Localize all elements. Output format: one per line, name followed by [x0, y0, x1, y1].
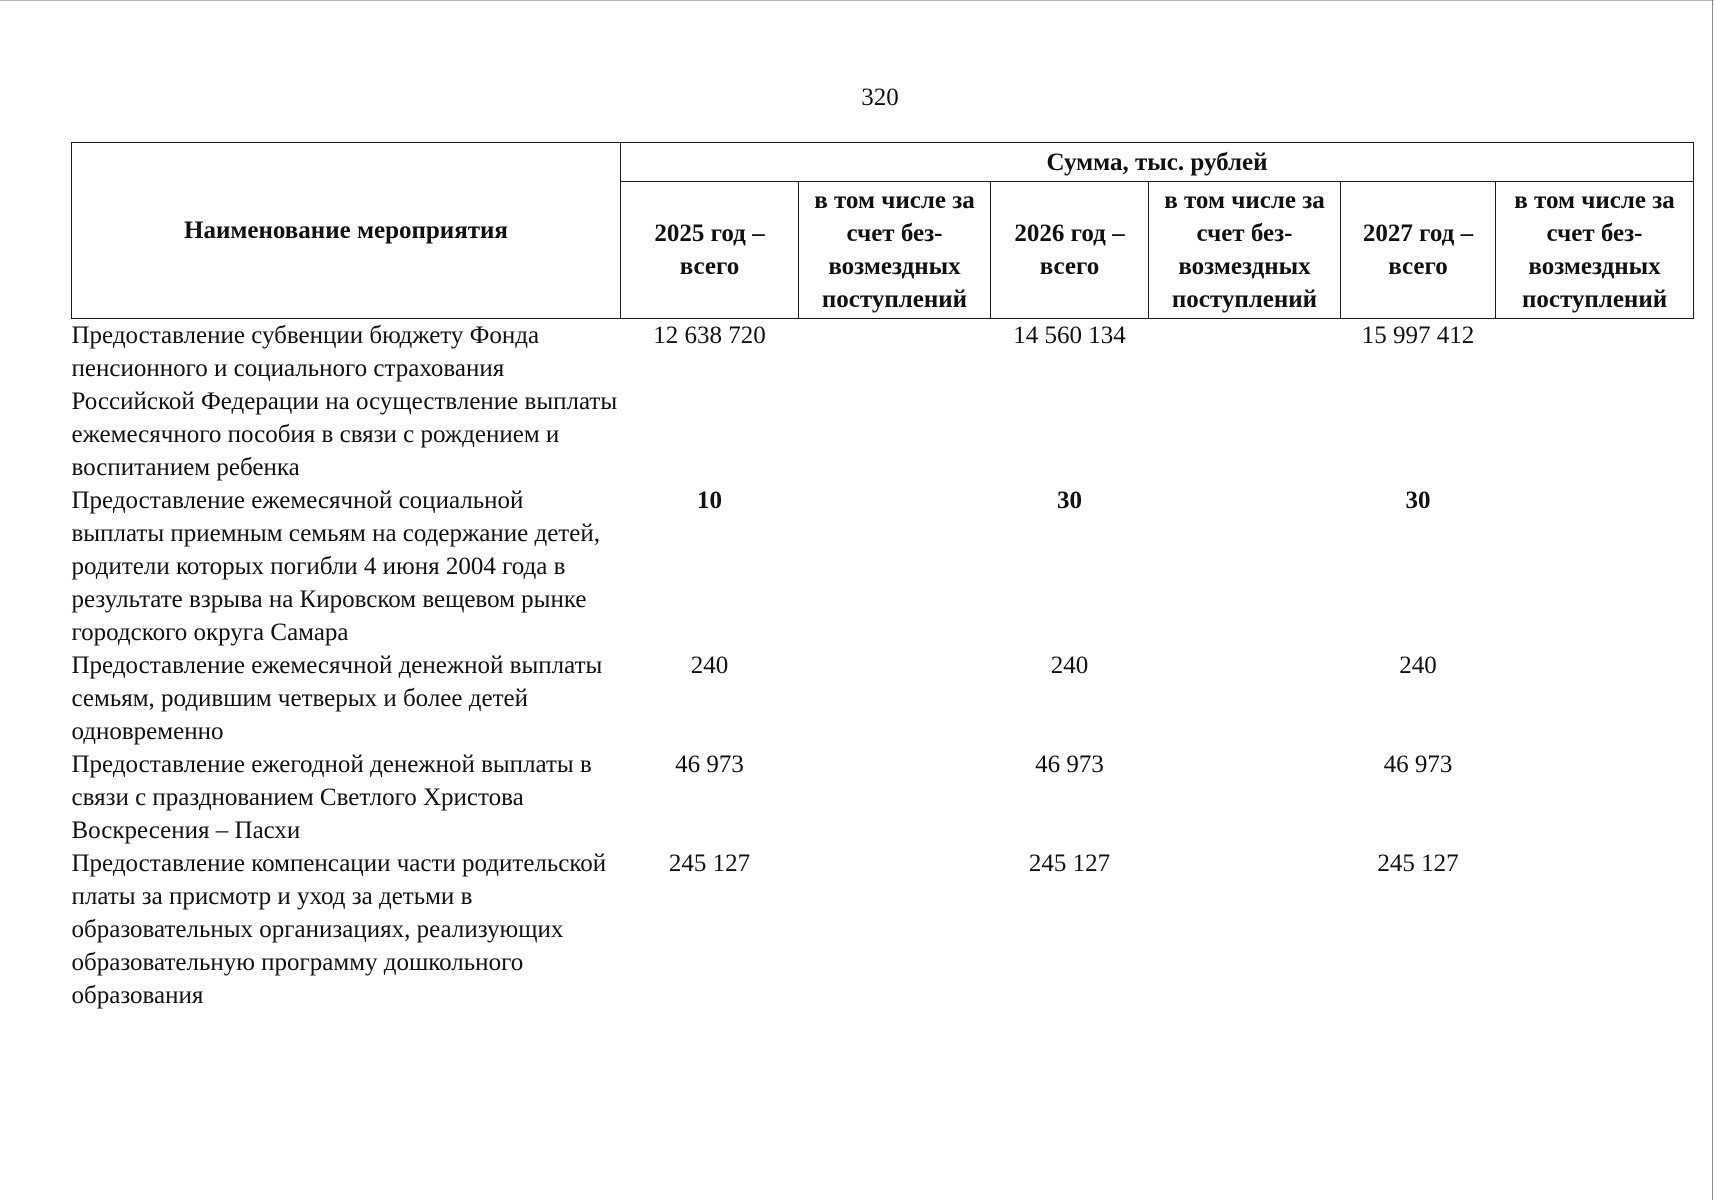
- value-2027-free: [1496, 649, 1694, 748]
- value-2026-free: [1149, 649, 1341, 748]
- table-row: [72, 319, 1694, 485]
- column-header-2025-total: 2025 год – всего: [621, 182, 799, 319]
- value-2027-total: 30: [1405, 487, 1431, 514]
- value-2026-total: 46 973: [1035, 751, 1104, 778]
- row-name: Предоставление субвенции бюджету Фонда пенсионного и социального страхования Российской Федерации на осуществление выплаты ежемесячного пособия в связи с рождением и воспитанием ребенка: [71, 322, 618, 481]
- row-name: Предоставление ежегодной денежной выплаты в связи с празднованием Светлого Христова Воскресения – Пасхи: [71, 751, 592, 844]
- table-row: [72, 484, 1694, 649]
- column-header-2026-total: 2026 год – всего: [991, 182, 1149, 319]
- value-2025-free: [799, 847, 991, 1012]
- row-name: Предоставление ежемесячной денежной выплаты семьям, родившим четверых и более детей одновременно: [71, 652, 603, 745]
- value-2025-total: 10: [697, 487, 722, 514]
- value-2027-free: [1496, 319, 1694, 485]
- value-2026-free: [1149, 319, 1341, 485]
- value-2025-total: 46 973: [675, 751, 744, 778]
- column-header-2025-free: в том числе за счет без-возмездных поступлений: [799, 182, 991, 319]
- value-2027-total: 15 997 412: [1361, 322, 1475, 349]
- value-2025-total: 240: [690, 652, 729, 679]
- value-2025-free: [799, 748, 991, 847]
- table-row: [72, 847, 1694, 1012]
- table-body: [72, 319, 1694, 1013]
- column-header-2026-free: в том числе за счет без-возмездных поступлений: [1149, 182, 1341, 319]
- column-header-name: Наименование мероприятия: [72, 143, 621, 319]
- page-number: 320: [861, 84, 899, 111]
- table-row: [72, 748, 1694, 847]
- value-2027-free: [1496, 847, 1694, 1012]
- value-2026-free: [1149, 748, 1341, 847]
- row-name: Предоставление ежемесячной социальной выплаты приемным семьям на содержание детей, родители которых погибли 4 июня 2004 года в результате взрыва на Кировском вещевом рынке городского округа Самара: [71, 487, 600, 646]
- value-2026-total: 30: [1057, 487, 1082, 514]
- value-2025-free: [799, 649, 991, 748]
- page-top-edge: [0, 0, 1714, 1]
- value-2026-free: [1149, 847, 1341, 1012]
- table-header: [72, 143, 1694, 319]
- budget-table: [71, 142, 1694, 1012]
- value-2025-free: [799, 484, 991, 649]
- value-2025-total: 12 638 720: [653, 322, 766, 349]
- value-2027-total: 245 127: [1377, 850, 1459, 877]
- value-2027-total: 46 973: [1383, 751, 1453, 778]
- value-2027-free: [1496, 484, 1694, 649]
- value-2026-total: 14 560 134: [1013, 322, 1126, 349]
- column-header-2027-free: в том числе за счет без-возмездных поступлений: [1496, 182, 1694, 319]
- value-2027-free: [1496, 748, 1694, 847]
- value-2026-total: 240: [1050, 652, 1089, 679]
- table-row: [72, 649, 1694, 748]
- value-2025-total: 245 127: [668, 850, 751, 877]
- column-header-2027-total: 2027 год – всего: [1341, 182, 1496, 319]
- column-header-sum: Сумма, тыс. рублей: [621, 143, 1694, 182]
- page-right-edge: [1712, 0, 1713, 1200]
- value-2026-free: [1149, 484, 1341, 649]
- value-2025-free: [799, 319, 991, 485]
- row-name: Предоставление компенсации части родительской платы за присмотр и уход за детьми в образовательных организациях, реализующих образовательную программу дошкольного образования: [71, 850, 607, 1009]
- value-2026-total: 245 127: [1028, 850, 1111, 877]
- value-2027-total: 240: [1399, 652, 1437, 679]
